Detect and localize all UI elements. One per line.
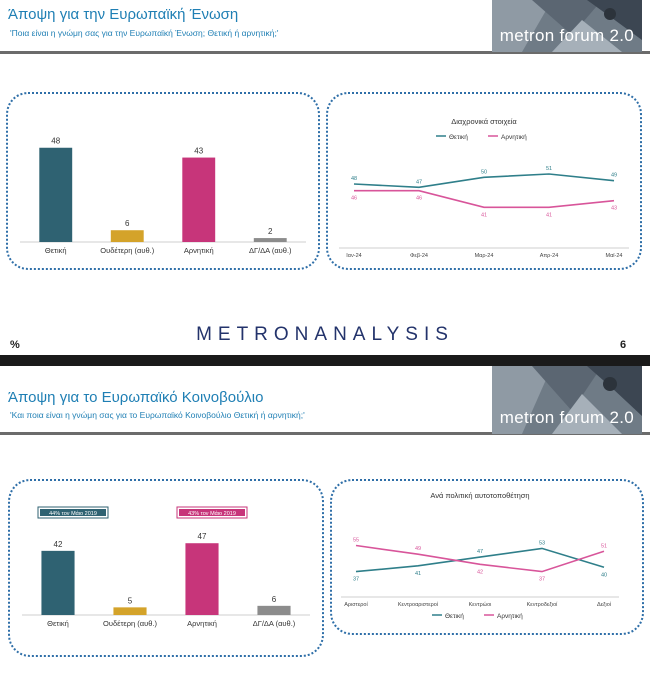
tick-label-4: Δεξιοί	[596, 602, 612, 608]
point-label-0-1: 47	[415, 179, 423, 186]
point-label-1-2: 42	[476, 569, 484, 576]
annotation-text-1: 43% τον Μάιο 2019	[188, 511, 236, 517]
point-label-1-4: 43	[610, 205, 618, 212]
series-line-1	[354, 191, 614, 208]
line-chart-eu-timeline	[328, 94, 640, 268]
line-chart-panel	[330, 479, 644, 635]
tick-label-1: Φεβ-24	[410, 253, 428, 259]
slide-2-subtitle: 'Και ποια είναι η γνώμη σας για το Ευρωπαϊκό Κοινοβούλιο Θετική ή αρνητική;'	[10, 410, 305, 420]
line-chart-panel	[326, 92, 642, 270]
legend-label-1: Αρνητική	[497, 613, 523, 620]
metron-analysis-brand	[0, 324, 650, 346]
point-label-0-0: 37	[352, 576, 360, 583]
bar-chart-eu	[8, 94, 318, 268]
data-label-2: 43	[194, 146, 204, 156]
series-line-0	[354, 174, 614, 187]
annotation-text-0: 44% τον Μάιο 2019	[49, 511, 97, 517]
point-label-0-1: 41	[414, 570, 422, 577]
data-label-1: 5	[127, 596, 133, 606]
metron-forum-logo	[492, 366, 642, 434]
chart-title: Διαχρονικά στοιχεία	[451, 117, 517, 126]
tick-label-3: Απρ-24	[539, 253, 559, 259]
tick-label-1: Κεντροαριστεροί	[397, 602, 439, 608]
tick-label-0: Θετική	[44, 246, 67, 255]
bar-2	[185, 543, 218, 615]
tick-label-1: Ουδέτερη (αυθ.)	[103, 619, 157, 628]
logo-text: metron forum 2.0	[499, 408, 634, 427]
tick-label-4: Μαϊ-24	[605, 253, 623, 259]
point-label-1-3: 41	[545, 212, 553, 219]
bar-0	[41, 551, 74, 615]
bar-chart-panel	[6, 92, 320, 270]
tick-label-2: Αρνητική	[187, 619, 217, 628]
slide-divider	[0, 355, 650, 366]
point-label-1-4: 51	[600, 543, 608, 550]
bar-3	[254, 238, 287, 242]
point-label-1-1: 46	[415, 195, 423, 202]
tick-label-0: Αριστεροί	[344, 602, 368, 608]
bar-1	[111, 230, 144, 242]
point-label-0-3: 51	[545, 166, 553, 172]
bar-0	[39, 148, 72, 242]
tick-label-0: Ιαν-24	[346, 253, 362, 259]
bar-2	[182, 158, 215, 242]
point-label-0-2: 47	[476, 549, 484, 556]
point-label-1-0: 55	[352, 537, 360, 544]
brand-part-2: ANALYSIS	[314, 324, 454, 345]
data-label-0: 48	[51, 136, 61, 146]
bar-chart-ep	[10, 481, 322, 655]
percent-label: %	[10, 339, 20, 351]
slide-2	[0, 366, 650, 689]
chart-title: Ανά πολιτική αυτοτοποθέτηση	[430, 491, 530, 500]
tick-label-3: Κεντροδεξιοί	[526, 602, 558, 608]
point-label-1-1: 49	[414, 546, 422, 553]
tick-label-3: ΔΓ/ΔΑ (αυθ.)	[252, 619, 296, 628]
tick-label-2: Αρνητική	[183, 246, 214, 255]
slide-1-subtitle: 'Ποια είναι η γνώμη σας για την Ευρωπαϊκή Ένωση; Θετική ή αρνητική;'	[10, 28, 279, 38]
legend-label-0: Θετική	[445, 613, 464, 620]
point-label-0-2: 50	[480, 169, 488, 176]
data-label-2: 47	[197, 532, 207, 542]
point-label-0-4: 40	[600, 572, 608, 579]
data-label-3: 2	[268, 227, 273, 237]
tick-label-3: ΔΓ/ΔΑ (αυθ.)	[248, 246, 292, 255]
point-label-1-0: 46	[350, 195, 358, 202]
point-label-0-4: 49	[610, 172, 618, 179]
slide-2-title: Άποψη για το Ευρωπαϊκό Κοινοβούλιο	[8, 389, 264, 406]
metron-forum-logo	[492, 0, 642, 52]
tick-label-2: Μαρ-24	[474, 253, 494, 259]
page-number: 6	[620, 339, 627, 351]
data-label-3: 6	[271, 594, 277, 604]
bar-3	[257, 606, 290, 615]
bar-chart-panel	[8, 479, 324, 657]
point-label-0-3: 53	[538, 540, 546, 547]
data-label-1: 6	[125, 219, 130, 229]
tick-label-2: Κεντρώοι	[468, 602, 492, 608]
data-label-0: 42	[53, 539, 63, 549]
slide-1-title: Άποψη για την Ευρωπαϊκή Ένωση	[8, 6, 239, 23]
point-label-0-0: 48	[350, 176, 358, 182]
logo-text: metron forum 2.0	[499, 26, 634, 45]
brand-part-1: METRON	[196, 324, 315, 345]
tick-label-1: Ουδέτερη (αυθ.)	[100, 246, 155, 255]
bar-1	[113, 607, 146, 615]
legend-label-1: Αρνητική	[501, 134, 527, 141]
tick-label-0: Θετική	[47, 619, 69, 628]
legend-label-0: Θετική	[449, 134, 468, 141]
line-chart-ep-ideology	[332, 481, 642, 633]
point-label-1-3: 37	[538, 576, 546, 583]
point-label-1-2: 41	[480, 212, 488, 219]
